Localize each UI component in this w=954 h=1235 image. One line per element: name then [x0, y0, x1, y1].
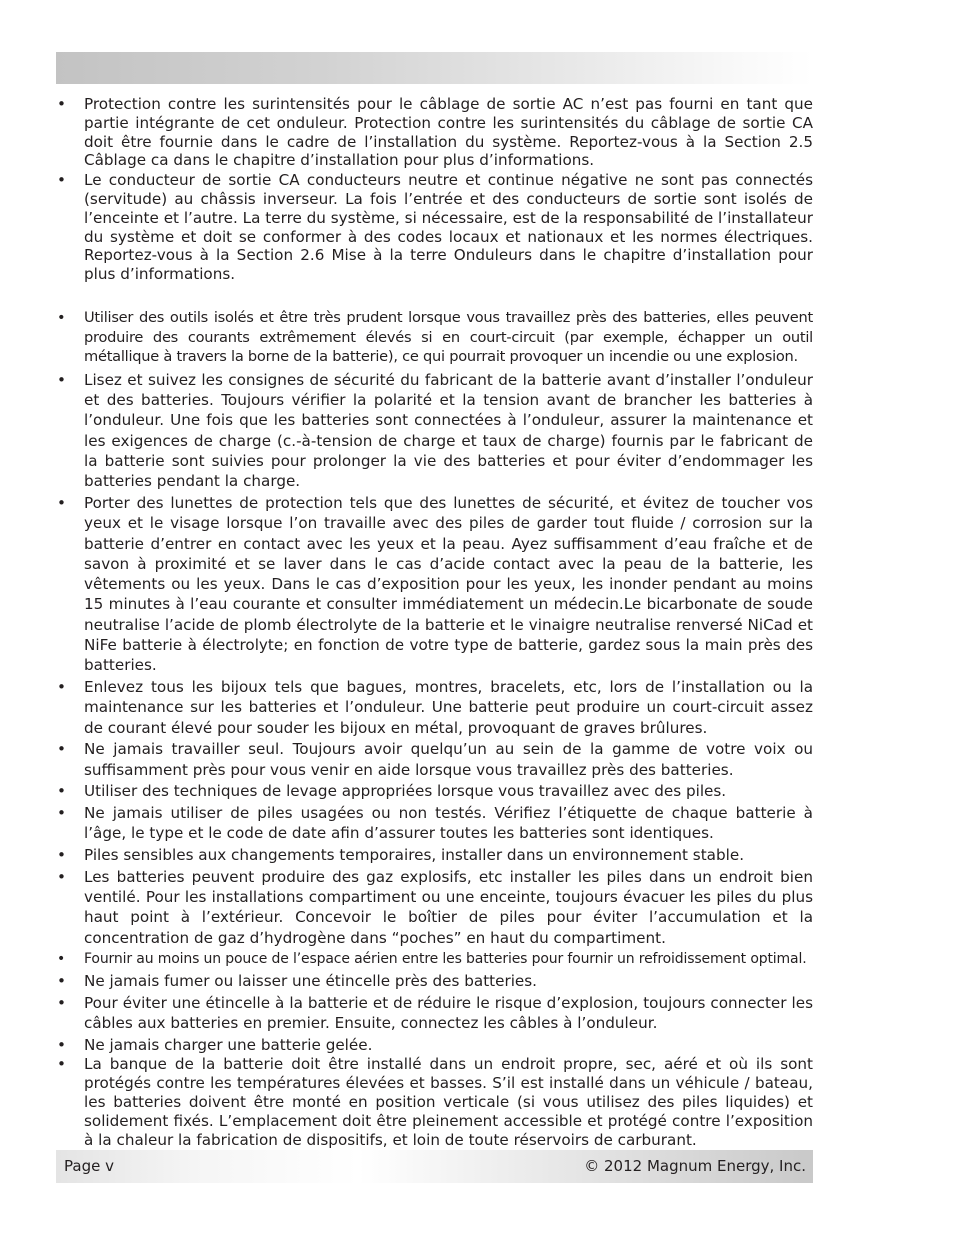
- list-item: • Fournir au moins un pouce de l’espace aérien entre les batteries pour fournir un refroidissement optimal.: [56, 949, 813, 969]
- list-item: • Piles sensibles aux changements temporaires, installer dans un environnement stable.: [56, 845, 813, 865]
- list-item: • Ne jamais charger une batterie gelée.: [56, 1035, 813, 1055]
- battery-safety-list: [56, 308, 813, 1150]
- page-footer: [56, 1150, 813, 1183]
- header-bar: [56, 52, 813, 84]
- list-item: • Utiliser des techniques de levage appropriées lorsque vous travaillez avec des piles.: [56, 781, 813, 801]
- list-item: • Le conducteur de sortie CA conducteurs neutre et continue négative ne sont pas connectés (servitude) au châssis inverseur. La fois l’entrée et des conducteurs de sortie sont isolés de l’enceinte et l’autre. La terre du système, si nécessaire, est de la responsabilité de l’installateur du système et doit se conformer à des codes locaux et nationaux et les normes électriques. Reportez-vous à la Section 2.6 Mise à la terre Onduleurs dans le chapitre d’installation pour plus d’informations.: [56, 171, 813, 284]
- list-item: • Utiliser des outils isolés et être très prudent lorsque vous travaillez près des batteries, elles peuvent produire des courants extrêmement élevés si en court-circuit (par exemple, échapper un outil métallique à travers la borne de la batterie), ce qui pourrait provoquer un incendie ou une explosion.: [56, 308, 813, 367]
- list-item: • Ne jamais travailler seul. Toujours avoir quelqu’un au sein de la gamme de votre voix ou suffisamment près pour vous venir en aide lorsque vous travaillez près des batteries.: [56, 739, 813, 780]
- list-item: • Enlevez tous les bijoux tels que bagues, montres, bracelets, etc, lors de l’installation ou la maintenance sur les batteries et l’onduleur. Une batterie peut produire un court-circuit assez de courant élevé pour souder les bijoux en métal, provoquant de graves brûlures.: [56, 677, 813, 738]
- copyright-notice: © 2012 Magnum Energy, Inc.: [584, 1157, 806, 1175]
- list-item: • Lisez et suivez les consignes de sécurité du fabricant de la batterie avant d’installer l’onduleur et des batteries. Toujours vérifier la polarité et la tension avant de brancher les batteries à l’onduleur. Une fois que les batteries sont connectées à l’onduleur, assurer la maintenance et les exigences de charge (c.-à-tension de charge et taux de charge) fournis par le fabricant de la batterie sont suivies pour prolonger la vie des batteries et pour éviter d’endommager les batteries pendant la charge.: [56, 370, 813, 492]
- list-item: • Ne jamais fumer ou laisser une étincelle près des batteries.: [56, 971, 813, 991]
- page-number: Page v: [64, 1157, 114, 1175]
- list-item: • Les batteries peuvent produire des gaz explosifs, etc installer les piles dans un endroit bien ventilé. Pour les installations compartiment ou une enceinte, toujours évacuer les piles du plus haut point à l’extérieur. Concevoir le boîtier de piles pour éviter l’accumulation et la concentration de gaz d’hydrogène dans “poches” en haut du compartiment.: [56, 867, 813, 948]
- inverter-wiring-safety-list: [56, 95, 813, 285]
- list-item: • Ne jamais utiliser de piles usagées ou non testés. Vérifiez l’étiquette de chaque batterie à l’âge, le type et le code de date afin d’assurer toutes les batteries sont identiques.: [56, 803, 813, 844]
- list-item: • La banque de la batterie doit être installé dans un endroit propre, sec, aéré et où ils sont protégés contre les températures élevées et basses. S’il est installé dans un véhicule / bateau, les batteries doivent être monté en position verticale (si vous utilisez des piles liquides) et solidement fixés. L’emplacement doit être pleinement accessible et protégé contre l’exposition à la chaleur la fabrication de dispositifs, et loin de toute réservoirs de carburant.: [56, 1055, 813, 1150]
- list-item: • Pour éviter une étincelle à la batterie et de réduire le risque d’explosion, toujours connecter les câbles aux batteries en premier. Ensuite, connectez les câbles à l’onduleur.: [56, 993, 813, 1034]
- list-item: • Protection contre les surintensités pour le câblage de sortie AC n’est pas fourni en tant que partie intégrante de cet onduleur. Protection contre les surintensités du câblage de sortie CA doit être fournie dans le cadre de l’installation du système. Reportez-vous à la Section 2.5 Câblage ca dans le chapitre d’installation pour plus d’informations.: [56, 95, 813, 170]
- list-item: • Porter des lunettes de protection tels que des lunettes de sécurité, et évitez de toucher vos yeux et le visage lorsque l’on travaille avec des piles de garder tout fluide / corrosion sur la batterie d’entrer en contact avec les yeux et la peau. Ayez suffisamment d’eau fraîche et de savon à proximité et se laver dans le cas d’acide contact avec la peau de la batterie, les vêtements ou les yeux. Dans le cas d’exposition pour les yeux, les inonder pendant au moins 15 minutes à l’eau courante et consulter immédiatement un médecin.Le bicarbonate de soude neutralise l’acide de plomb électrolyte de la batterie et le vinaigre neutralise renversé NiCad et NiFe batterie à électrolyte; en fonction de votre type de batterie, gardez sous la main près des batteries.: [56, 493, 813, 676]
